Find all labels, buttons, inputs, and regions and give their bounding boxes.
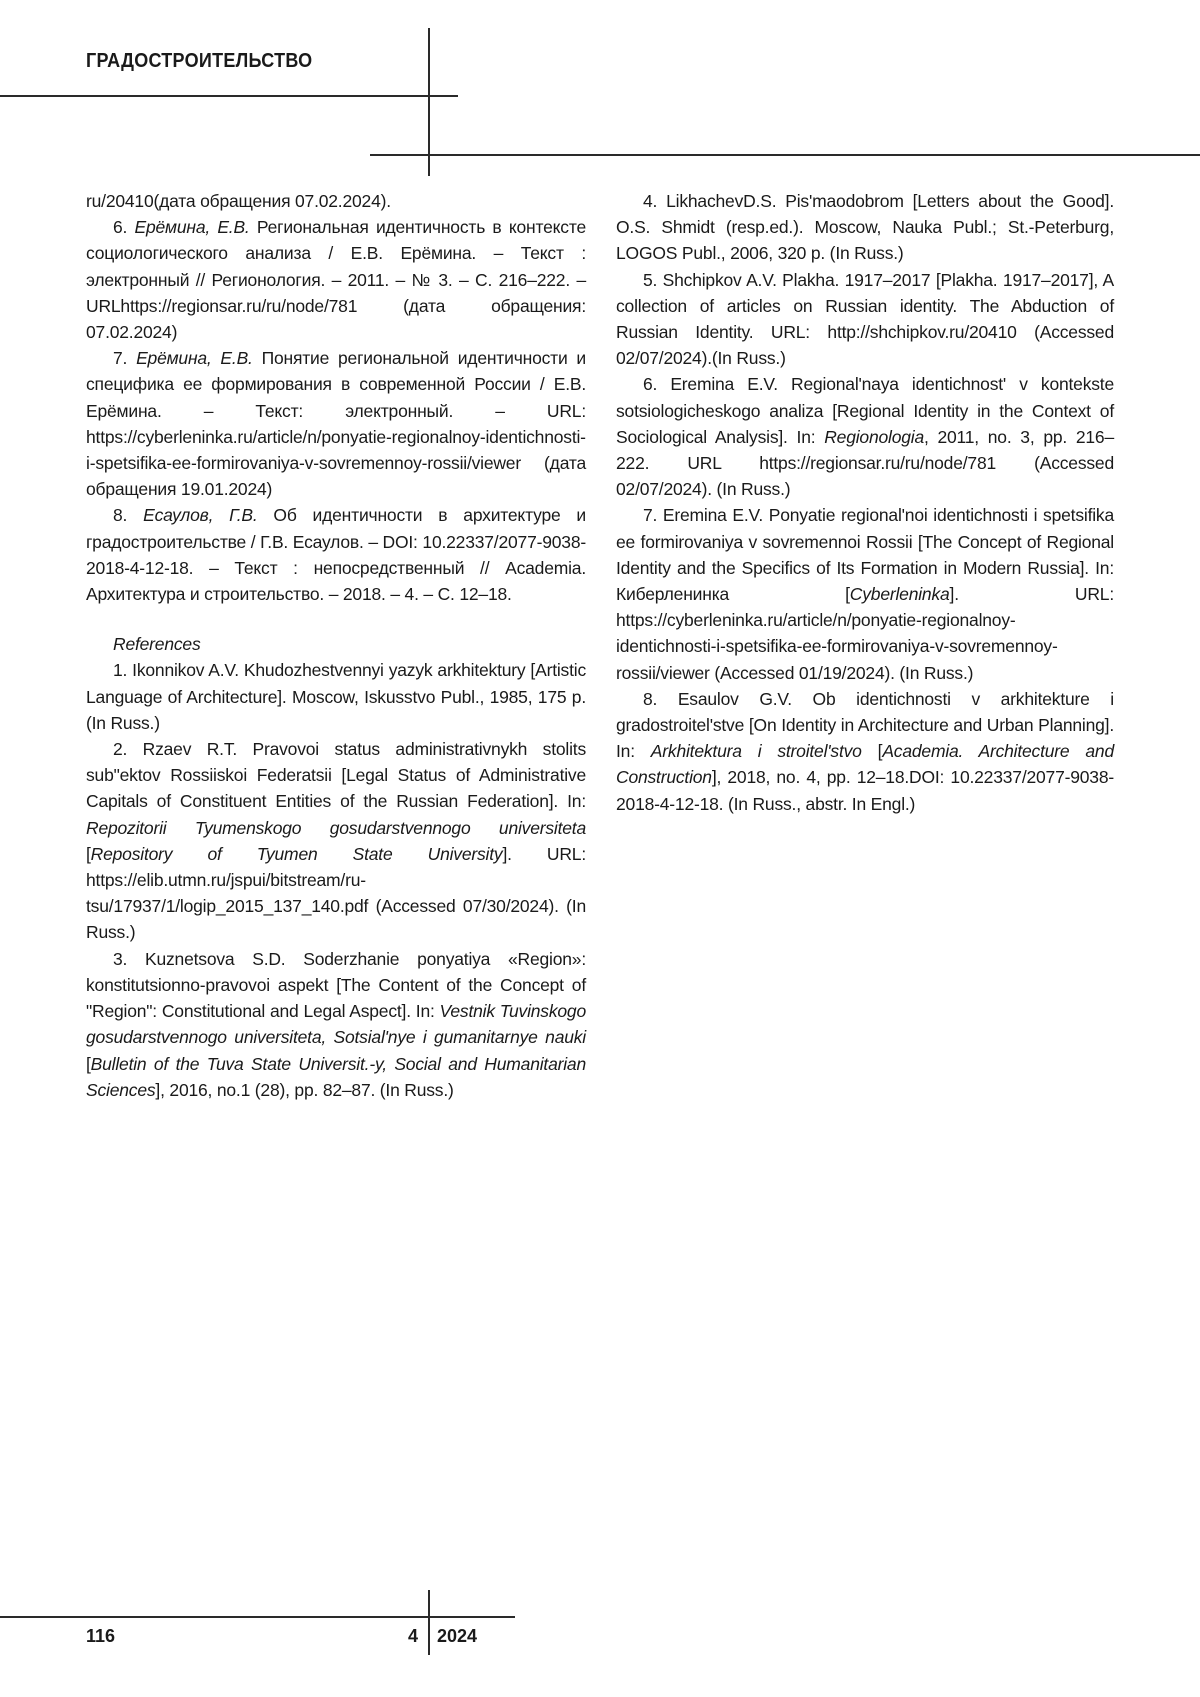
reference-en-3 — [86, 946, 586, 1103]
reference-author: Ерёмина, Е.В. — [136, 348, 253, 369]
reference-source: Cyberleninka — [849, 584, 950, 605]
reference-text: ], 2018, no. 4, pp. 12–18.DOI: 10.22337/2077-9038-2018-4-12-18. (In Russ., abstr. In Engl.) — [616, 767, 1114, 814]
reference-en-8 — [616, 686, 1114, 817]
header-rule-right — [370, 154, 1200, 156]
section-title: ГРАДОСТРОИТЕЛЬСТВО — [86, 50, 313, 72]
reference-source: Vestnik Tuvinskogo gosudarstvennogo universiteta, Sotsial'nye i gumanitarnye nauki — [86, 1001, 586, 1048]
reference-source-translation: Repository of Tyumen State University — [90, 843, 503, 864]
reference-text: , 2011, no. 3, pp. 216–222. URL https://regionsar.ru/ru/node/781 (Accessed 02/07/2024). (In Russ.) — [616, 426, 1114, 500]
issue-year: 2024 — [437, 1626, 478, 1646]
reference-text: Об идентичности в архитектуре и градостроительстве / Г.В. Есаулов. – DOI: 10.22337/2077-9038-2018-4-12-18. – Текст : непосредственный // Academia. Архитектура и строительство. – 2018. – 4. – С. 12–18. — [86, 505, 586, 605]
reference-text: Региональная идентичность в контексте социологического анализа / Е.В. Ерёмина. – Текст : электронный // Регионология. – 2011. – № 3. – С. 216–222. –URLhttps://regionsar.ru/ru/node/781 (дата обращения: 07.02.2024) — [86, 217, 586, 343]
reference-source: Arkhitektura i stroitel'stvo — [650, 741, 862, 762]
reference-text: [ — [861, 741, 883, 762]
reference-text: [ — [86, 1053, 91, 1074]
reference-author: Есаулов, Г.В. — [143, 505, 258, 526]
reference-en-5: 5. Shchipkov A.V. Plakha. 1917–2017 [Plakha. 1917–2017], A collection of articles on Russian identity. The Abduction of Russian Identity. URL: http://shchipkov.ru/20410 (Accessed 02/07/2024).(In Russ.) — [616, 269, 1114, 369]
reference-text: 2. Rzaev R.T. Pravovoi status administrativnykh stolits sub"ektov Rossiiskoi Federatsii [Legal Status of Administrative Capitals of Constituent Entities of the Russian Federation]. In: — [86, 739, 586, 812]
page-number: 116 — [86, 1626, 116, 1646]
reference-source-translation: Academia. Architecture and Construction — [616, 741, 1114, 788]
reference-en-4: 4. LikhachevD.S. Pis'maodobrom [Letters about the Good]. O.S. Shmidt (resp.ed.). Moscow, Nauka Publ.; St.-Peterburg, LOGOS Publ., 2006, 320 p. (In Russ.) — [616, 191, 1114, 264]
reference-number: 6. — [113, 217, 128, 238]
reference-text: [ — [86, 843, 91, 864]
header-rule-horizontal — [0, 95, 458, 97]
references-heading: References — [113, 634, 201, 655]
reference-text: ], 2016, no.1 (28), pp. 82–87. (In Russ.) — [155, 1079, 454, 1100]
reference-source-translation: Bulletin of the Tuva State Universit.-y, Social and Humanitarian Sciences — [86, 1053, 586, 1100]
reference-ru-6 — [86, 214, 586, 345]
reference-author: Ерёмина, Е.В. — [134, 217, 250, 238]
reference-text: 8. Esaulov G.V. Ob identichnosti v arkhitekture i gradostroitel'stve [On Identity in Architecture and Urban Planning]. In: — [616, 688, 1114, 762]
reference-number: 8. — [113, 505, 128, 526]
right-column — [616, 188, 1114, 817]
reference-en-7 — [616, 502, 1114, 685]
reference-text: ]. URL: https://elib.utmn.ru/jspui/bitstream/ru-tsu/17937/1/logip_2015_137_140.pdf (Accessed 07/30/2024). (In Russ.) — [86, 843, 587, 943]
reference-text: ]. URL: https://cyberleninka.ru/article/n/ponyatie-regionalnoy-identichnosti-i-spetsifika-ee-formirovaniya-v-sovremennoy-rossii/viewer (Accessed 01/19/2024). (In Russ.) — [616, 584, 1114, 683]
reference-ru-8 — [86, 502, 586, 607]
continuation-text: ru/20410(дата обращения 07.02.2024). — [86, 191, 391, 211]
reference-text: 7. Eremina E.V. Ponyatie regional'noi identichnosti i spetsifika ee formirovaniya v sovremennoi Rossii [The Concept of Regional Identity and the Specifics of Its Formation in Modern Russia]. In: Киберленинка [ — [616, 505, 1114, 605]
reference-source: Repozitorii Tyumenskogo gosudarstvennogo universiteta — [86, 817, 586, 838]
reference-number: 7. — [113, 348, 128, 369]
left-column — [86, 188, 586, 1103]
reference-source: Regionologia — [824, 426, 924, 447]
reference-en-1: 1. Ikonnikov A.V. Khudozhestvennyi yazyk arkhitektury [Artistic Language of Architecture]. Moscow, Iskusstvo Publ., 1985, 175 p. (In Russ.) — [86, 660, 586, 733]
reference-ru-7 — [86, 345, 586, 502]
footer-rule-horizontal — [0, 1616, 515, 1618]
reference-en-6 — [616, 371, 1114, 502]
reference-en-2 — [86, 736, 586, 946]
issue-number: 4 — [408, 1626, 419, 1646]
reference-text: Понятие региональной идентичности и специфика ее формирования в современной России / Е.В. Ерёмина. – Текст: электронный. – URL: https://cyberleninka.ru/article/n/ponyatie-regionalnoy-identichnosti-i-spetsifika-ee-formirovaniya-v-sovremennoy-rossii/viewer (дата обращения 19.01.2024) — [86, 348, 586, 500]
reference-text: 3. Kuznetsova S.D. Soderzhanie ponyatiya «Region»: konstitutsionno-pravovoi aspekt [The Content of the Concept of "Region": Constitutional and Legal Aspect]. In: — [86, 948, 586, 1022]
reference-text: 6. Eremina E.V. Regional'naya identichnost' v kontekste sotsiologicheskogo analiza [Regional Identity in the Context of Sociological Analysis]. In: — [616, 374, 1114, 447]
footer-rule-vertical — [428, 1590, 430, 1655]
